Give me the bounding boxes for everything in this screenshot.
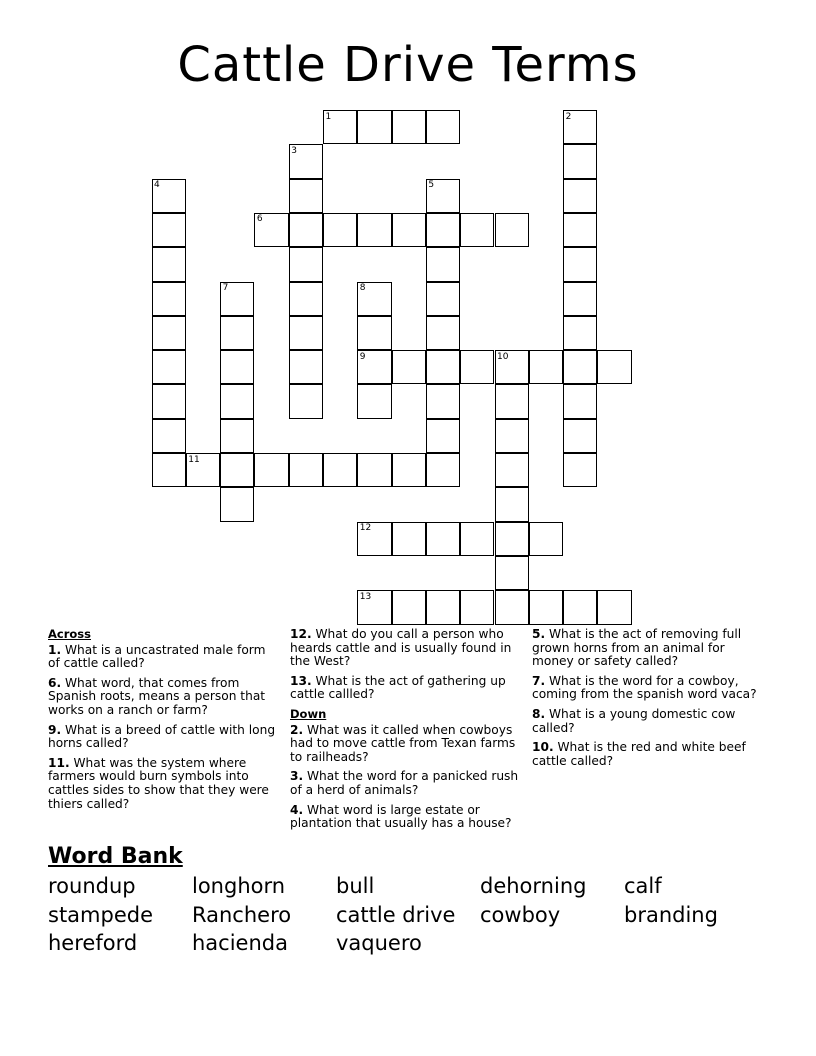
grid-cell[interactable] <box>426 384 460 418</box>
grid-cell[interactable] <box>460 213 494 247</box>
grid-cell[interactable] <box>392 453 426 487</box>
grid-cell[interactable] <box>597 590 631 624</box>
grid-cell[interactable] <box>563 144 597 178</box>
grid-cell[interactable] <box>495 213 529 247</box>
grid-cell[interactable] <box>563 350 597 384</box>
grid-cell[interactable] <box>563 590 597 624</box>
clue-number: 5 <box>428 180 435 191</box>
down-heading: Down <box>290 706 327 721</box>
grid-cell[interactable] <box>460 350 494 384</box>
grid-cell[interactable] <box>289 282 323 316</box>
grid-cell[interactable] <box>152 384 186 418</box>
clue-number: 13 <box>359 591 372 602</box>
grid-cell[interactable] <box>392 350 426 384</box>
word-bank-item: roundup <box>48 874 136 898</box>
across-heading: Across <box>48 627 91 641</box>
grid-cell[interactable] <box>152 282 186 316</box>
word-bank-item: bull <box>336 874 375 898</box>
clue-across-9: 9. What is a breed of cattle with long horns called? <box>48 722 276 751</box>
word-bank-title: Word Bank <box>48 844 183 869</box>
grid-cell[interactable] <box>426 316 460 350</box>
clue-across-12: 12. What do you call a person who heards cattle and is usually found in the West? <box>290 627 512 669</box>
grid-cell[interactable] <box>152 453 186 487</box>
grid-cell[interactable] <box>495 419 529 453</box>
grid-cell[interactable] <box>460 522 494 556</box>
clue-down-7: 7. What is the word for a cowboy, coming from the spanish word vaca? <box>532 673 757 702</box>
grid-cell[interactable] <box>563 384 597 418</box>
clue-number: 10 <box>497 351 509 362</box>
clue-number: 12 <box>359 523 372 534</box>
grid-cell[interactable] <box>220 316 254 350</box>
clue-number: 1 <box>325 111 332 122</box>
grid-cell[interactable] <box>563 213 597 247</box>
word-bank-item: branding <box>624 903 718 927</box>
grid-cell[interactable] <box>152 316 186 350</box>
grid-cell[interactable] <box>563 316 597 350</box>
clues-column-1 <box>48 628 280 817</box>
clue-number: 2 <box>565 111 572 122</box>
grid-cell[interactable] <box>495 453 529 487</box>
grid-cell[interactable] <box>357 384 391 418</box>
grid-cell[interactable] <box>357 213 391 247</box>
grid-cell[interactable] <box>323 213 357 247</box>
clue-number: 7 <box>222 283 229 293</box>
grid-cell[interactable] <box>495 590 529 624</box>
grid-cell[interactable] <box>597 350 631 384</box>
word-bank-item: Ranchero <box>192 903 292 927</box>
grid-cell[interactable] <box>460 590 494 624</box>
grid-cell[interactable] <box>357 110 391 144</box>
clue-across-1: 1. What is a uncastrated male form of cattle called? <box>48 642 266 671</box>
word-bank-item: hereford <box>48 931 138 955</box>
grid-cell[interactable] <box>426 282 460 316</box>
clue-across-13: 13. What is the act of gathering up cattle callled? <box>290 673 506 702</box>
grid-cell[interactable] <box>289 179 323 213</box>
grid-cell[interactable] <box>254 453 288 487</box>
grid-cell[interactable] <box>152 419 186 453</box>
word-bank-item: vaquero <box>336 931 422 955</box>
grid-cell[interactable] <box>529 350 563 384</box>
word-bank-item: calf <box>624 874 662 898</box>
grid-cell[interactable] <box>220 419 254 453</box>
word-bank-item: hacienda <box>192 931 288 955</box>
clue-down-4: 4. What word is large estate or plantation that usually has a house? <box>290 802 512 831</box>
grid-cell[interactable] <box>152 350 186 384</box>
grid-cell[interactable] <box>495 522 529 556</box>
grid-cell[interactable] <box>392 522 426 556</box>
clue-down-2: 2. What was it called when cowboys had to move cattle from Texan farms to railheads? <box>290 722 516 764</box>
clue-across-6: 6. What word, that comes from Spanish roots, means a person that works on a ranch or farm? <box>48 675 266 717</box>
grid-cell[interactable] <box>563 247 597 281</box>
clue-number: 8 <box>359 283 366 293</box>
grid-cell[interactable] <box>289 213 323 247</box>
grid-cell[interactable] <box>426 350 460 384</box>
grid-cell[interactable] <box>563 282 597 316</box>
clues-column-2 <box>290 628 526 837</box>
puzzle-title: Cattle Drive Terms <box>177 37 639 93</box>
clue-down-3: 3. What the word for a panicked rush of a herd of animals? <box>290 769 519 797</box>
grid-cell[interactable] <box>289 453 323 487</box>
grid-cell[interactable] <box>220 487 254 521</box>
grid-cell[interactable] <box>563 419 597 453</box>
grid-cell[interactable] <box>220 384 254 418</box>
word-bank-item: cattle drive <box>336 903 456 927</box>
grid-cell[interactable] <box>426 590 460 624</box>
grid-cell[interactable] <box>563 179 597 213</box>
grid-cell[interactable] <box>563 453 597 487</box>
clue-down-8: 8. What is a young domestic cow called? <box>532 706 736 735</box>
grid-cell[interactable] <box>220 350 254 384</box>
grid-cell[interactable] <box>357 453 391 487</box>
grid-cell[interactable] <box>289 350 323 384</box>
grid-cell[interactable] <box>220 453 254 487</box>
grid-cell[interactable] <box>152 213 186 247</box>
clue-across-11: 11. What was the system where farmers would burn symbols into cattles sides to show that they were thiers called? <box>48 755 269 811</box>
grid-cell[interactable] <box>289 384 323 418</box>
grid-cell[interactable] <box>289 316 323 350</box>
grid-cell[interactable] <box>152 247 186 281</box>
clue-down-5: 5. What is the act of removing full grown horns from an animal for money or safety called? <box>532 627 742 669</box>
word-bank-item: dehorning <box>480 874 587 898</box>
grid-cell[interactable] <box>392 110 426 144</box>
grid-cell[interactable] <box>426 419 460 453</box>
grid-cell[interactable] <box>495 556 529 590</box>
clue-number: 4 <box>154 180 160 191</box>
clue-number: 6 <box>256 214 263 225</box>
clue-number: 9 <box>359 351 366 362</box>
grid-cell[interactable] <box>323 453 357 487</box>
word-bank-item: stampede <box>48 903 153 927</box>
grid-cell[interactable] <box>426 247 460 281</box>
clue-down-10: 10. What is the red and white beef cattle called? <box>532 740 746 768</box>
grid-cell[interactable] <box>426 453 460 487</box>
grid-cell[interactable] <box>529 522 563 556</box>
clue-number: 11 <box>188 454 200 465</box>
clue-number: 3 <box>291 145 297 156</box>
grid-cell[interactable] <box>289 247 323 281</box>
clues-column-3 <box>532 628 768 774</box>
grid-cell[interactable] <box>495 384 529 418</box>
grid-cell[interactable] <box>426 110 460 144</box>
word-bank-item: cowboy <box>480 903 561 927</box>
grid-cell[interactable] <box>495 487 529 521</box>
grid-cell[interactable] <box>392 590 426 624</box>
word-bank-item: longhorn <box>192 874 286 898</box>
grid-cell[interactable] <box>357 316 391 350</box>
grid-cell[interactable] <box>426 213 460 247</box>
grid-cell[interactable] <box>529 590 563 624</box>
grid-cell[interactable] <box>392 213 426 247</box>
grid-cell[interactable] <box>426 522 460 556</box>
